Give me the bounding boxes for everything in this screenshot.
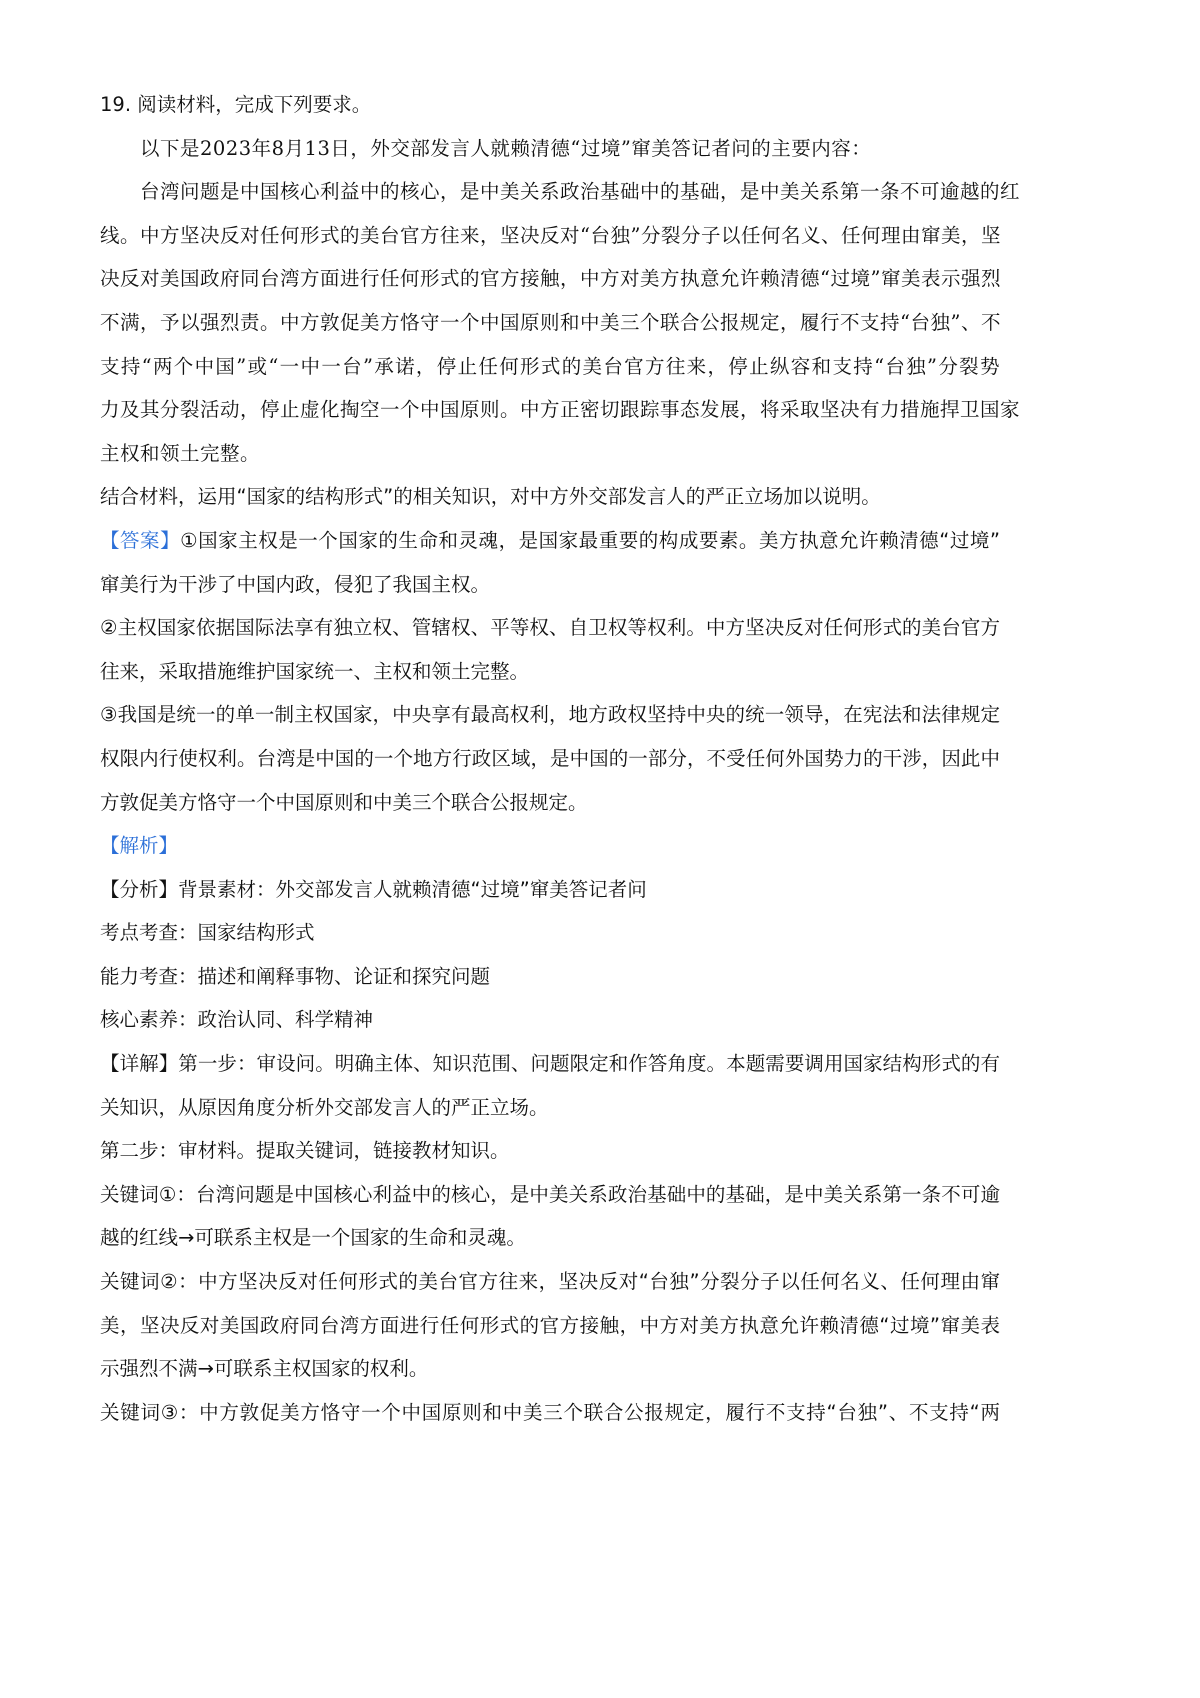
question-prompt: 结合材料，运用“国家的结构形式”的相关知识，对中方外交部发言人的严正立场加以说明。 [100, 485, 881, 509]
analysis-line: 关键词①：台湾问题是中国核心利益中的核心，是中美关系政治基础中的基础，是中美关系第一条不可逾 [100, 1182, 1000, 1206]
answer-line [100, 527, 1000, 571]
material-line: 台湾问题是中国核心利益中的核心，是中美关系政治基础中的基础，是中美关系第一条不可逾越的红 [140, 180, 1021, 204]
analysis-line: 关键词③：中方敦促美方恪守一个中国原则和中美三个联合公报规定，履行不支持“台独”、不支持“两 [100, 1400, 1000, 1424]
answer-label: 【答案】 [100, 528, 181, 552]
answer-line: 方敦促美方恪守一个中国原则和中美三个联合公报规定。 [100, 790, 588, 814]
analysis-line: 能力考查：描述和阐释事物、论证和探究问题 [100, 964, 491, 988]
analysis-line: 【详解】第一步：审设问。明确主体、知识范围、问题限定和作答角度。本题需要调用国家结构形式的有 [100, 1052, 1000, 1076]
analysis-line: 关知识，从原因角度分析外交部发言人的严正立场。 [100, 1095, 549, 1119]
material-line: 不满，予以强烈责。中方敦促美方恪守一个中国原则和中美三个联合公报规定，履行不支持“台独”、不 [100, 310, 1001, 334]
material-intro: 以下是2023年8月13日，外交部发言人就赖清德“过境”窜美答记者问的主要内容： [140, 136, 872, 160]
analysis-line: 越的红线→可联系主权是一个国家的生命和灵魂。 [100, 1226, 526, 1250]
answer-line: ③我国是统一的单一制主权国家，中央享有最高权利，地方政权坚持中央的统一领导，在宪法和法律规定 [100, 703, 1000, 727]
answer-line: 窜美行为干涉了中国内政，侵犯了我国主权。 [100, 572, 491, 596]
document-page [100, 91, 1021, 1442]
question-title: 19. 阅读材料，完成下列要求。 [100, 93, 372, 116]
answer-line: 往来，采取措施维护国家统一、主权和领土完整。 [100, 659, 530, 683]
analysis-line: 美，坚决反对美国政府同台湾方面进行任何形式的官方接触，中方对美方执意允许赖清德“过境”窜美表 [100, 1313, 1000, 1337]
analysis-line: 关键词②：中方坚决反对任何形式的美台官方往来，坚决反对“台独”分裂分子以任何名义、任何理由窜 [100, 1270, 1000, 1294]
analysis-line: 【分析】背景素材：外交部发言人就赖清德“过境”窜美答记者问 [100, 877, 647, 901]
material-line: 主权和领土完整。 [100, 441, 261, 465]
analysis-label: 【解析】 [100, 834, 179, 858]
material-line: 决反对美国政府同台湾方面进行任何形式的官方接触，中方对美方执意允许赖清德“过境”窜美表示强烈 [100, 267, 1001, 291]
answer-line: ②主权国家依据国际法享有独立权、管辖权、平等权、自卫权等权利。中方坚决反对任何形式的美台官方 [100, 616, 1000, 640]
analysis-line: 第二步：审材料。提取关键词，链接教材知识。 [100, 1139, 510, 1163]
material-line: 支持“两个中国”或“一中一台”承诺，停止任何形式的美台官方往来，停止纵容和支持“台独”分裂势 [100, 354, 1000, 378]
analysis-line: 考点考查：国家结构形式 [100, 921, 315, 945]
material-line: 线。中方坚决反对任何形式的美台官方往来，坚决反对“台独”分裂分子以任何名义、任何理由窜美，坚 [100, 223, 1001, 247]
answer-text: ①国家主权是一个国家的生命和灵魂，是国家最重要的构成要素。美方执意允许赖清德“过境” [180, 528, 1000, 552]
answer-line: 权限内行使权利。台湾是中国的一个地方行政区域，是中国的一部分，不受任何外国势力的干涉，因此中 [100, 746, 1000, 770]
material-line: 力及其分裂活动，停止虚化掏空一个中国原则。中方正密切跟踪事态发展，将采取坚决有力措施捍卫国家 [100, 398, 1021, 422]
analysis-line: 示强烈不满→可联系主权国家的权利。 [100, 1357, 429, 1381]
analysis-line: 核心素养：政治认同、科学精神 [100, 1008, 374, 1032]
